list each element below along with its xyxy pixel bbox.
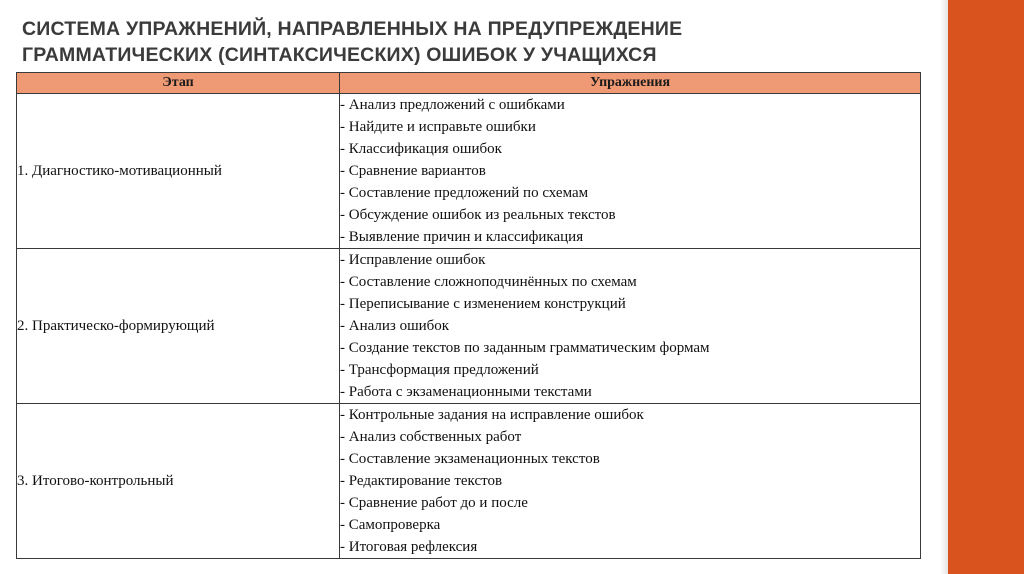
column-header-exercises: Упражнения — [340, 73, 921, 94]
stage-cell: 1. Диагностико-мотивационный — [17, 94, 340, 249]
exercises-cell — [340, 249, 921, 404]
list-item: - Переписывание с изменением конструкций — [340, 296, 626, 312]
list-item: - Выявление причин и классификация — [340, 229, 584, 245]
exercise-list — [340, 404, 920, 558]
list-item: - Сравнение работ до и после — [340, 495, 528, 511]
slide-title — [22, 16, 902, 68]
list-item: - Редактирование текстов — [340, 473, 503, 489]
slide-title-line-2: ГРАММАТИЧЕСКИХ (СИНТАКСИЧЕСКИХ) ОШИБОК У УЧАЩИХСЯ — [22, 44, 657, 66]
list-item: - Составление сложноподчинённых по схемам — [340, 274, 637, 290]
list-item: - Контрольные задания на исправление ошибок — [340, 407, 644, 423]
list-item: - Итоговая рефлексия — [340, 539, 478, 555]
exercises-cell — [340, 404, 921, 559]
list-item: - Обсуждение ошибок из реальных текстов — [340, 207, 616, 223]
exercises-cell — [340, 94, 921, 249]
list-item: - Анализ собственных работ — [340, 429, 522, 445]
list-item: - Составление экзаменационных текстов — [340, 451, 600, 467]
accent-sidebar — [948, 0, 1024, 574]
stage-cell: 2. Практическо-формирующий — [17, 249, 340, 404]
list-item: - Классификация ошибок — [340, 141, 502, 157]
column-header-stage: Этап — [17, 73, 340, 94]
list-item: - Сравнение вариантов — [340, 163, 486, 179]
list-item: - Работа с экзаменационными текстами — [340, 384, 592, 400]
table-row — [17, 404, 921, 559]
exercise-system-table — [16, 72, 921, 559]
list-item: - Найдите и исправьте ошибки — [340, 119, 536, 135]
list-item: - Трансформация предложений — [340, 362, 539, 378]
list-item: - Анализ ошибок — [340, 318, 450, 334]
exercise-list — [340, 94, 920, 248]
list-item: - Исправление ошибок — [340, 252, 486, 268]
list-item: - Составление предложений по схемам — [340, 185, 589, 201]
table-header-row — [17, 73, 921, 94]
slide-title-line-1: СИСТЕМА УПРАЖНЕНИЙ, НАПРАВЛЕННЫХ НА ПРЕДУПРЕЖДЕНИЕ — [22, 18, 683, 40]
table-row — [17, 249, 921, 404]
exercise-list — [340, 249, 920, 403]
list-item: - Самопроверка — [340, 517, 441, 533]
stage-cell: 3. Итогово-контрольный — [17, 404, 340, 559]
list-item: - Анализ предложений с ошибками — [340, 97, 565, 113]
list-item: - Создание текстов по заданным грамматическим формам — [340, 340, 710, 356]
table-row — [17, 94, 921, 249]
